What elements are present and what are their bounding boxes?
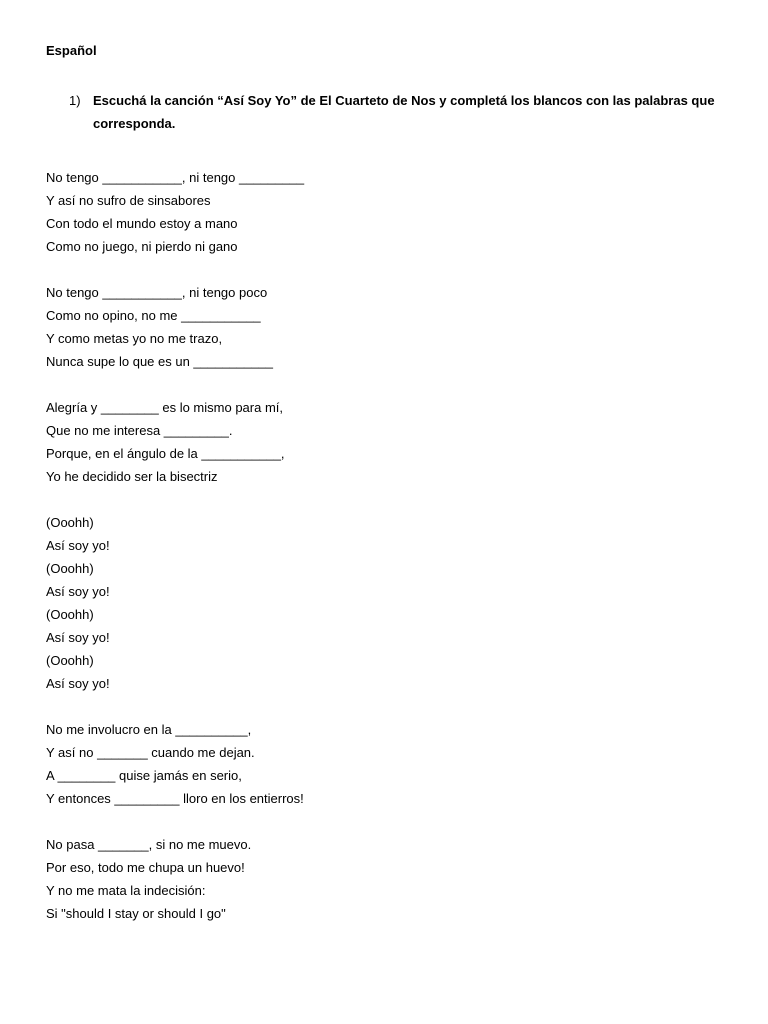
- lyric-line: Que no me interesa _________.: [46, 423, 233, 438]
- lyric-line: Y así no sufro de sinsabores: [46, 193, 211, 208]
- lyric-line: Así soy yo!: [46, 584, 110, 599]
- song-lyrics: [46, 166, 726, 948]
- exercise-number: 1): [69, 93, 81, 108]
- stanza-2: [46, 281, 726, 373]
- lyric-line: (Ooohh): [46, 561, 94, 576]
- lyric-line: Como no juego, ni pierdo ni gano: [46, 239, 238, 254]
- lyric-line: No tengo ___________, ni tengo _________: [46, 170, 305, 185]
- page-title: Español: [46, 43, 97, 58]
- lyric-line: Con todo el mundo estoy a mano: [46, 216, 238, 231]
- lyric-line: (Ooohh): [46, 607, 94, 622]
- lyric-line: (Ooohh): [46, 515, 94, 530]
- stanza-5: [46, 833, 726, 925]
- exercise-text: Escuchá la canción “Así Soy Yo” de El Cuarteto de Nos y completá los blancos con las palabras que corresponda.: [93, 93, 715, 131]
- lyric-line: Y no me mata la indecisión:: [46, 883, 206, 898]
- lyric-line: Alegría y ________ es lo mismo para mí,: [46, 400, 284, 415]
- stanza-1: [46, 166, 726, 258]
- lyric-line: Y entonces _________ lloro en los entierros!: [46, 791, 304, 806]
- lyric-line: Como no opino, no me ___________: [46, 308, 261, 323]
- stanza-3: [46, 396, 726, 488]
- lyric-line: Porque, en el ángulo de la ___________,: [46, 446, 285, 461]
- stanza-chorus: [46, 511, 726, 695]
- lyric-line: (Ooohh): [46, 653, 94, 668]
- lyric-line: Así soy yo!: [46, 676, 110, 691]
- lyric-line: A ________ quise jamás en serio,: [46, 768, 242, 783]
- lyric-line: No pasa _______, si no me muevo.: [46, 837, 252, 852]
- lyric-line: No me involucro en la __________,: [46, 722, 252, 737]
- lyric-line: Si "should I stay or should I go": [46, 906, 226, 921]
- exercise-instruction: [69, 89, 719, 135]
- lyric-line: Así soy yo!: [46, 630, 110, 645]
- lyric-line: Y como metas yo no me trazo,: [46, 331, 223, 346]
- lyric-line: Nunca supe lo que es un ___________: [46, 354, 273, 369]
- stanza-4: [46, 718, 726, 810]
- lyric-line: Y así no _______ cuando me dejan.: [46, 745, 255, 760]
- lyric-line: Así soy yo!: [46, 538, 110, 553]
- lyric-line: No tengo ___________, ni tengo poco: [46, 285, 268, 300]
- lyric-line: Yo he decidido ser la bisectriz: [46, 469, 218, 484]
- lyric-line: Por eso, todo me chupa un huevo!: [46, 860, 245, 875]
